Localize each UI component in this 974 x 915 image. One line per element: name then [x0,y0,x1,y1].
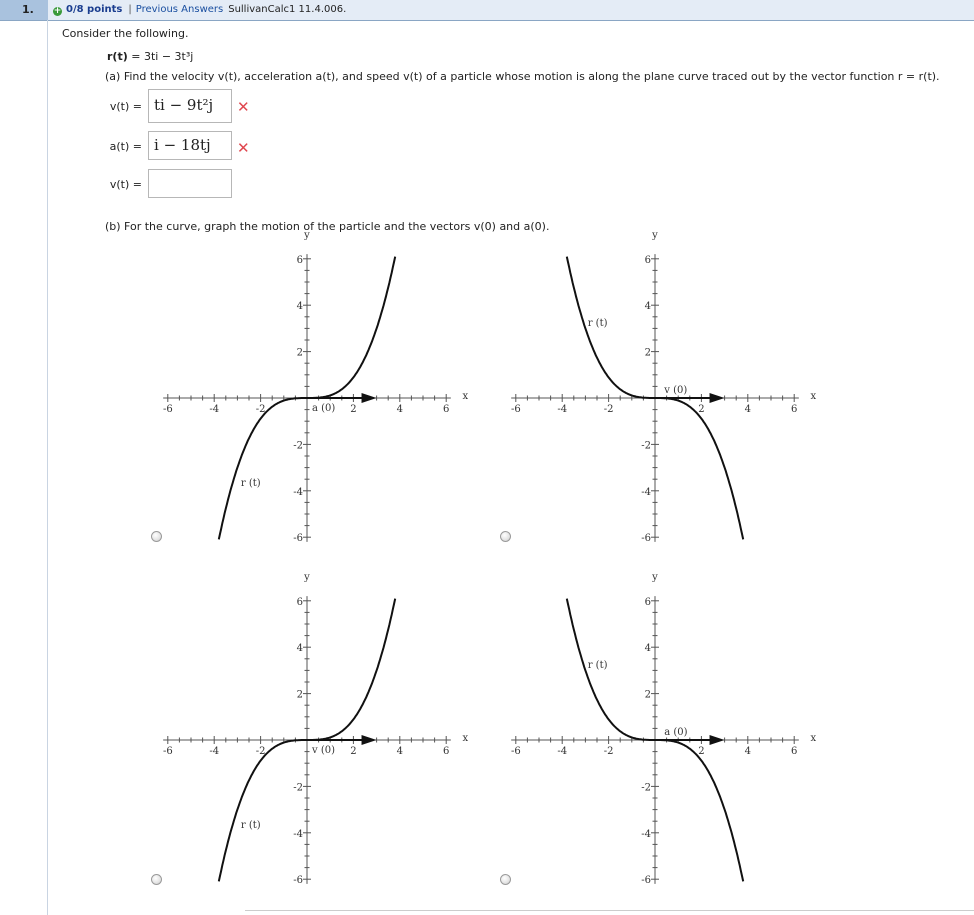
graph-option-2 [510,229,823,545]
y-tick-label: 4 [644,301,651,313]
x-tick-label: -2 [603,404,614,415]
acceleration-value: i − 18tj [154,136,211,154]
x-tick-label: 4 [396,746,403,757]
vector-arrow-head [710,735,725,745]
function-lhs: r(t) [107,50,128,63]
function-definition [107,50,193,63]
y-tick-label: -6 [641,533,651,545]
velocity-wrong-icon: ✕ [237,98,250,116]
y-tick-label: -2 [293,440,303,452]
x-tick-label: 2 [698,746,705,757]
part-b-prompt: (b) For the curve, graph the motion of the particle and the vectors v(0) and a(0). [105,220,550,233]
bottom-divider [245,910,974,911]
y-tick-label: 4 [644,643,651,655]
curve-label: r (t) [240,478,261,490]
y-tick-label: -2 [641,440,651,452]
y-tick-label: 4 [296,643,303,655]
x-tick-label: 4 [396,404,403,415]
acceleration-label: a(t) = [109,140,142,153]
acceleration-wrong-icon: ✕ [237,139,250,157]
x-tick-label: 4 [744,746,751,757]
speed-label: v(t) = [109,178,142,191]
y-tick-label: 4 [296,301,303,313]
x-tick-label: 4 [744,404,751,415]
graph-option-3-radio[interactable] [151,874,162,885]
curve-label: r (t) [587,660,608,672]
header-separator: | [128,4,132,15]
x-axis-label: x [462,391,469,402]
x-tick-label: 6 [443,404,450,415]
x-tick-label: 6 [443,746,450,757]
x-tick-label: -6 [510,746,521,757]
y-tick-label: 2 [644,689,651,701]
x-tick-label: 6 [791,746,798,757]
expand-plus-icon[interactable]: + [53,6,62,16]
velocity-input[interactable] [148,89,232,123]
acceleration-input[interactable] [148,131,232,160]
graph-option-1 [162,229,475,545]
velocity-label: v(t) = [109,100,142,113]
x-tick-label: -6 [162,746,173,757]
y-tick-label: 2 [296,689,303,701]
y-tick-label: -2 [641,782,651,794]
x-axis-label: x [462,733,469,744]
points-score: 0/8 points [66,4,123,15]
graph-option-1-radio[interactable] [151,531,162,542]
y-tick-label: 2 [644,347,651,359]
y-axis-label: y [652,229,658,241]
vector-arrow-head [362,393,377,403]
intro-text: Consider the following. [62,27,189,40]
graph-option-4 [510,571,823,887]
x-tick-label: 6 [791,404,798,415]
y-tick-label: 6 [296,254,303,266]
y-tick-label: -4 [293,486,303,498]
x-tick-label: -6 [510,404,521,415]
y-tick-label: -6 [293,875,303,887]
velocity-value: ti − 9t²j [154,96,214,114]
y-tick-label: -6 [641,875,651,887]
y-tick-label: -4 [641,486,651,498]
x-tick-label: 2 [350,404,357,415]
x-tick-label: -4 [557,746,568,757]
y-axis-label: y [652,571,658,583]
y-tick-label: 2 [296,347,303,359]
x-tick-label: -4 [209,746,220,757]
y-tick-label: -6 [293,533,303,545]
question-info-panel [48,0,974,20]
y-tick-label: 6 [296,596,303,608]
graph-option-2-radio[interactable] [500,531,511,542]
x-tick-label: 2 [698,404,705,415]
vector-label: v (0) [312,745,335,756]
vector-arrow-head [710,393,725,403]
function-rhs: = 3ti − 3t³j [131,50,194,63]
x-tick-label: -2 [255,404,266,415]
graph-option-3 [162,571,475,887]
x-tick-label: -4 [557,404,568,415]
y-tick-label: -4 [293,828,303,840]
y-tick-label: 6 [644,254,651,266]
y-axis-label: y [304,229,310,241]
y-tick-label: -4 [641,828,651,840]
x-tick-label: -4 [209,404,220,415]
question-number: 1. [22,3,34,16]
question-header [0,0,974,21]
course-reference: SullivanCalc1 11.4.006. [228,4,347,15]
vector-label: v (0) [664,385,688,396]
x-tick-label: -6 [162,404,173,415]
y-tick-label: -2 [293,782,303,794]
vector-label: a (0) [664,727,688,738]
vector-label: a (0) [312,403,336,414]
x-tick-label: 2 [350,746,357,757]
speed-input[interactable] [148,169,232,198]
x-axis-label: x [810,733,817,744]
x-tick-label: -2 [255,746,266,757]
x-tick-label: -2 [603,746,614,757]
y-tick-label: 6 [644,596,651,608]
vector-arrow-head [362,735,377,745]
graph-option-4-radio[interactable] [500,874,511,885]
x-axis-label: x [810,391,817,402]
curve-label: r (t) [587,318,608,330]
curve-label: r (t) [240,820,261,832]
previous-answers-link[interactable]: Previous Answers [135,4,224,15]
part-a-prompt: (a) Find the velocity v(t), acceleration a(t), and speed v(t) of a particle whose motion is along the plane curve traced out by the vector function r = r(t). [105,70,940,83]
left-divider [47,20,48,915]
y-axis-label: y [304,571,310,583]
